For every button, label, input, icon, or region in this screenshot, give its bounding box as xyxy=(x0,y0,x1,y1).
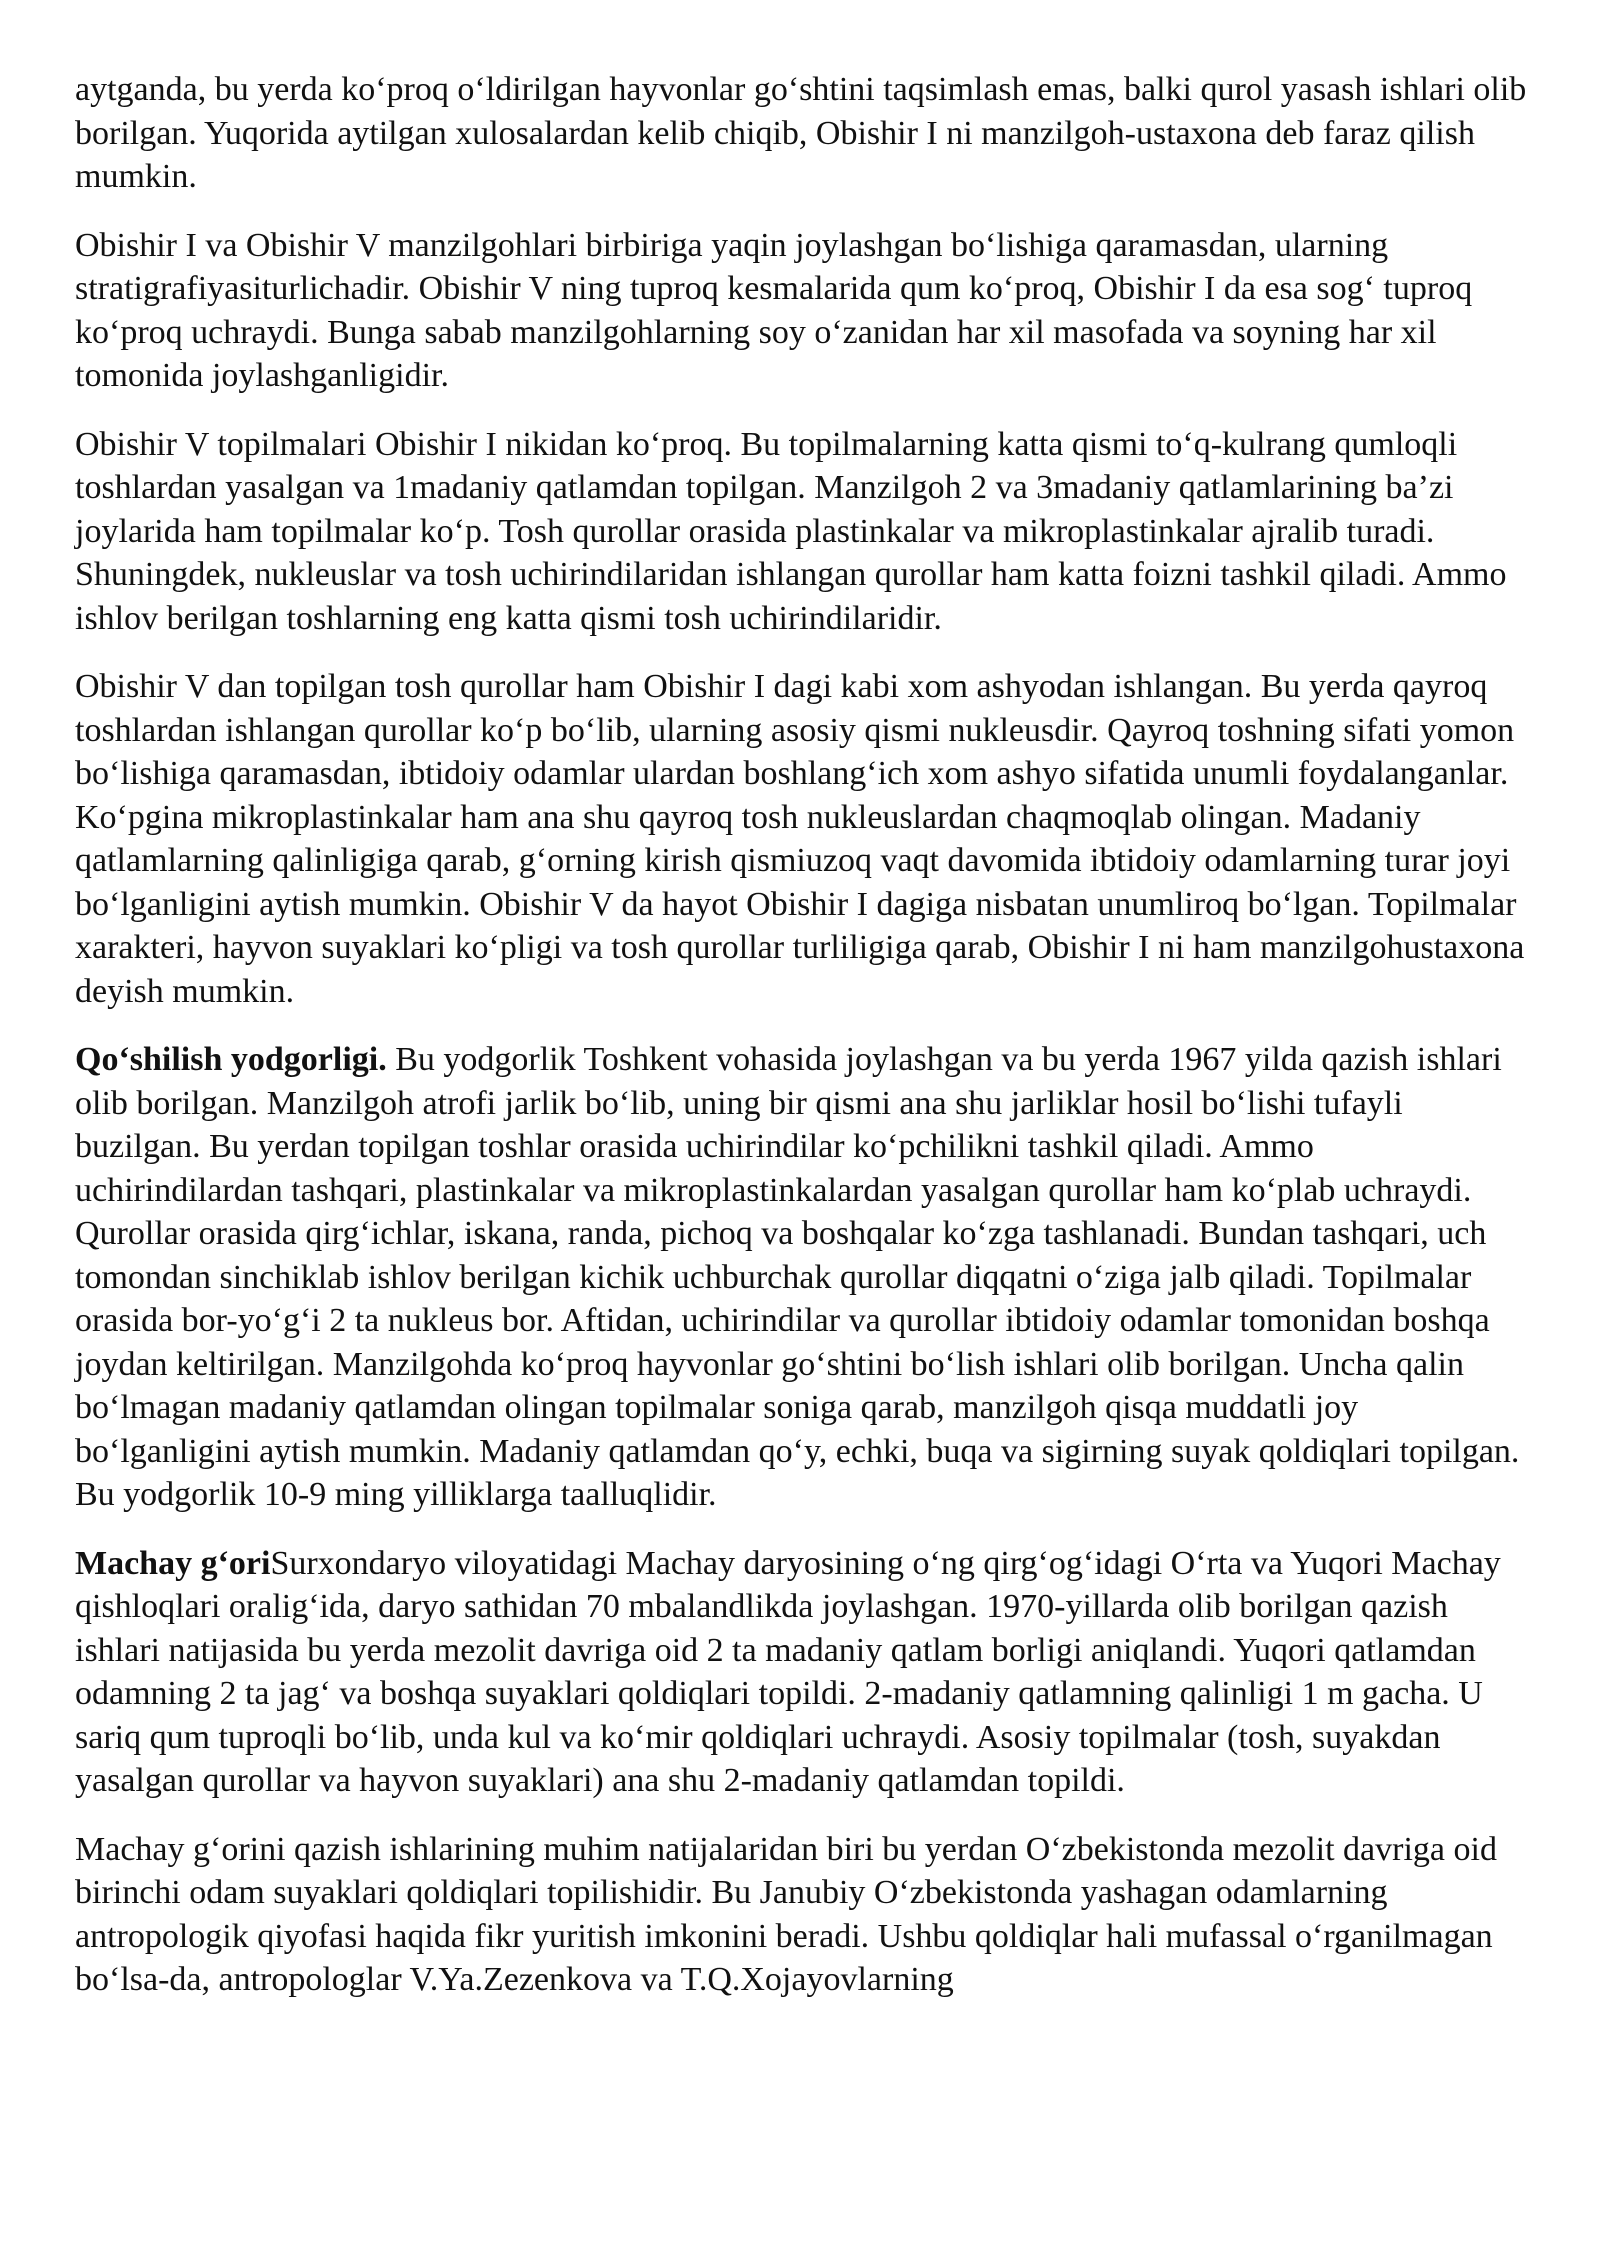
paragraph-machay xyxy=(75,1542,1530,1803)
paragraph-7-text: Machay g‘orini qazish ishlarining muhim natijalaridan biri bu yerdan O‘zbekistonda mezolit davriga oid birinchi odam suyaklari qoldiqlari topilishidir. Bu Janubiy O‘zbekistonda yashagan odamlarning antropologik qiyofasi haqida fikr yuritish imkonini beradi. Ushbu qoldiqlar hali mufassal o‘rganilmagan bo‘lsa-da, antropologlar V.Ya.Zezenkova va T.Q.Xojayovlarning xyxy=(75,1830,1497,1998)
paragraph-1-text: aytganda, bu yerda ko‘proq o‘ldirilgan hayvonlar go‘shtini taqsimlash emas, balki qurol yasash ishlari olib borilgan. Yuqorida aytilgan xulosalardan kelib chiqib, Obishir I ni manzilgoh-ustaxona deb faraz qilish mumkin. xyxy=(75,71,1527,195)
heading-machay-gori: Machay g‘ori xyxy=(75,1544,271,1582)
paragraph-2 xyxy=(75,224,1530,398)
heading-qoshilish-yodgorligi: Qo‘shilish yodgorligi. xyxy=(75,1041,387,1078)
paragraph-4-text: Obishir V dan topilgan tosh qurollar ham Obishir I dagi kabi xom ashyodan ishlangan. Bu yerda qayroq toshlardan ishlangan qurollar ko‘p bo‘lib, ularning asosiy qismi nukleusdir. Qayroq toshning sifati yomon bo‘lishiga qaramasdan, ibtidoiy odamlar ulardan boshlang‘ich xom ashyo sifatida unumli foydalanganlar. Ko‘pgina mikroplastinkalar ham ana shu qayroq tosh nukleuslardan chaqmoqlab olingan. Madaniy qatlamlarning qalinligiga qarab, g‘orning kirish qismiuzoq vaqt davomida ibtidoiy odamlarning turar joyi bo‘lganligini aytish mumkin. Obishir V da hayot Obishir I dagiga nisbatan unumliroq bo‘lgan. Topilmalar xarakteri, hayvon suyaklari ko‘pligi va tosh qurollar turliligiga qarab, Obishir I ni ham manzilgohustaxona deyish mumkin. xyxy=(75,668,1525,1010)
paragraph-3 xyxy=(75,423,1530,641)
paragraph-2-text: Obishir I va Obishir V manzilgohlari birbiriga yaqin joylashgan bo‘lishiga qaramasdan, ularning stratigrafiyasiturlichadir. Obishir V ning tuproq kesmalarida qum ko‘proq, Obishir I da esa sog‘ tuproq ko‘proq uchraydi. Bunga sabab manzilgohlarning soy o‘zanidan har xil masofada va soyning har xil tomonida joylashganligidir. xyxy=(75,226,1473,394)
paragraph-3-text: Obishir V topilmalari Obishir I nikidan ko‘proq. Bu topilmalarning katta qismi to‘q-kulrang qumloqli toshlardan yasalgan va 1madaniy qatlamdan topilgan. Manzilgoh 2 va 3madaniy qatlamlarining ba’zi joylarida ham topilmalar ko‘p. Tosh qurollar orasida plastinkalar va mikroplastinkalar ajralib turadi. Shuningdek, nukleuslar va tosh uchirindilaridan ishlangan qurollar ham katta foizni tashkil qiladi. Ammo ishlov berilgan toshlarning eng katta qismi tosh uchirindilaridir. xyxy=(75,425,1507,637)
paragraph-machay-text: Surxondaryo viloyatidagi Machay daryosining o‘ng qirg‘og‘idagi O‘rta va Yuqori Machay qishloqlari oralig‘ida, daryo sathidan 70 mbalandlikda joylashgan. 1970-yillarda olib borilgan qazish ishlari natijasida bu yerda mezolit davriga oid 2 ta madaniy qatlam borligi aniqlandi. Yuqori qatlamdan odamning 2 ta jag‘ va boshqa suyaklari qoldiqlari topildi. 2-madaniy qatlamning qalinligi 1 m gacha. U sariq qum tuproqli bo‘lib, unda kul va ko‘mir qoldiqlari uchraydi. Asosiy topilmalar (tosh, suyakdan yasalgan qurollar va hayvon suyaklari) ana shu 2-madaniy qatlamdan topildi. xyxy=(75,1544,1501,1799)
paragraph-qoshilish-text: Bu yodgorlik Toshkent vohasida joylashgan va bu yerda 1967 yilda qazish ishlari olib borilgan. Manzilgoh atrofi jarlik bo‘lib, uning bir qismi ana shu jarliklar hosil bo‘lishi tufayli buzilgan. Bu yerdan topilgan toshlar orasida uchirindilar ko‘pchilikni tashkil qiladi. Ammo uchirindilardan tashqari, plastinkalar va mikroplastinkalardan yasalgan qurollar ham ko‘plab uchraydi. Qurollar orasida qirg‘ichlar, iskana, randa, pichoq va boshqalar ko‘zga tashlanadi. Bundan tashqari, uch tomondan sinchiklab ishlov berilgan kichik uchburchak qurollar diqqatni o‘ziga jalb qiladi. Topilmalar orasida bor-yo‘g‘i 2 ta nukleus bor. Aftidan, uchirindilar va qurollar ibtidoiy odamlar tomonidan boshqa joydan keltirilgan. Manzilgohda ko‘proq hayvonlar go‘shtini bo‘lish ishlari olib borilgan. Uncha qalin bo‘lmagan madaniy qatlamdan olingan topilmalar soniga qarab, manzilgoh qisqa muddatli joy bo‘lganligini aytish mumkin. Madaniy qatlamdan qo‘y, echki, buqa va sigirning suyak qoldiqlari topilgan. Bu yodgorlik 10-9 ming yilliklarga taalluqlidir. xyxy=(75,1041,1520,1513)
paragraph-1 xyxy=(75,68,1530,199)
paragraph-4 xyxy=(75,665,1530,1013)
paragraph-7 xyxy=(75,1828,1530,2002)
document-page xyxy=(75,68,1530,2027)
paragraph-qoshilish xyxy=(75,1038,1530,1517)
